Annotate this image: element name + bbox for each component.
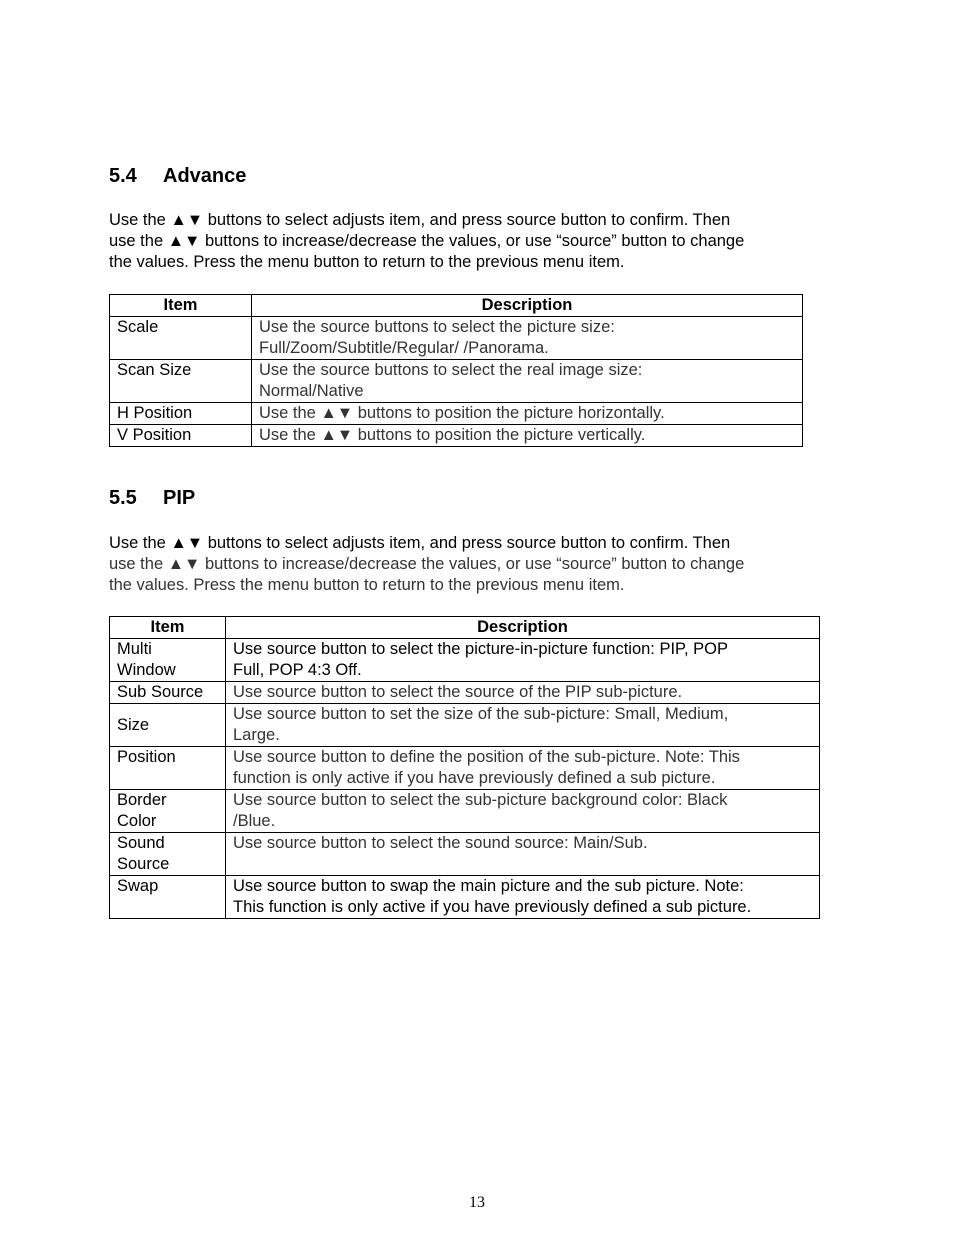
table-row [110,425,803,447]
row-description [226,876,820,919]
row-item-line: Color [117,812,157,830]
row-description [252,360,803,403]
row-item: Swap [110,876,226,919]
table-header-row [110,295,803,317]
row-description: Use source button to select the sound source: Main/Sub. [226,833,820,876]
row-description [226,747,820,790]
row-description-line: Use source button to define the position of the sub-picture. Note: This [233,748,740,766]
row-item-line: Window [117,661,176,679]
row-item-line: Source [117,855,170,873]
section-heading-pip [109,487,195,510]
row-item-line: Sound [117,834,165,852]
page-number: 13 [469,1194,485,1211]
section-number: 5.4 [109,165,137,187]
row-item: Size [110,704,226,747]
table-row [110,790,820,833]
row-description-line: Use source button to select the picture-in-picture function: PIP, POP [233,640,728,658]
row-item: H Position [110,403,252,425]
table-row [110,639,820,682]
table-row [110,360,803,403]
row-item: Scan Size [110,360,252,403]
row-item: Scale [110,317,252,360]
advance-intro [109,210,829,273]
table-row [110,317,803,360]
row-description: Use source button to select the source of the PIP sub-picture. [226,682,820,704]
row-description-line: This function is only active if you have previously defined a sub picture. [233,898,752,916]
row-description-line: Large. [233,726,280,744]
row-description: Use the ▲▼ buttons to position the picture horizontally. [252,403,803,425]
row-item [110,833,226,876]
pip-intro [109,533,829,596]
advance-table [109,294,803,447]
advance-intro-line1: Use the ▲▼ buttons to select adjusts item, and press source button to confirm. Then [109,211,731,229]
table-row [110,403,803,425]
column-header-description: Description [226,617,820,639]
pip-intro-line3: the values. Press the menu button to return to the previous menu item. [109,576,625,594]
section-title: Advance [163,165,247,187]
row-item: V Position [110,425,252,447]
pip-intro-line1: Use the ▲▼ buttons to select adjusts item, and press source button to confirm. Then [109,534,731,552]
pip-intro-line2: use the ▲▼ buttons to increase/decrease the values, or use “source” button to change [109,555,745,573]
row-description-line: Use source button to select the sub-picture background color: Black [233,791,728,809]
row-description-line: Normal/Native [259,382,364,400]
row-description-line: /Blue. [233,812,276,830]
row-description-line: Use the source buttons to select the picture size: [259,318,615,336]
table-row [110,704,820,747]
row-description [252,317,803,360]
column-header-item: Item [110,617,226,639]
column-header-description: Description [252,295,803,317]
row-description [226,790,820,833]
table-row [110,682,820,704]
row-description-line: Full, POP 4:3 Off. [233,661,362,679]
row-item-line: Multi [117,640,152,658]
table-row [110,747,820,790]
advance-intro-line2: use the ▲▼ buttons to increase/decrease the values, or use “source” button to change [109,232,745,250]
table-row [110,833,820,876]
column-header-item: Item [110,295,252,317]
section-heading-advance [109,165,246,188]
pip-table [109,616,820,919]
row-item: Position [110,747,226,790]
row-description-line: Use source button to set the size of the sub-picture: Small, Medium, [233,705,729,723]
advance-intro-line3: the values. Press the menu button to return to the previous menu item. [109,253,625,271]
row-description-line: Use source button to swap the main picture and the sub picture. Note: [233,877,744,895]
table-header-row [110,617,820,639]
row-description: Use the ▲▼ buttons to position the picture vertically. [252,425,803,447]
section-title: PIP [163,487,196,509]
section-number: 5.5 [109,487,137,509]
table-row [110,876,820,919]
row-description-line: function is only active if you have previously defined a sub picture. [233,769,716,787]
row-description [226,704,820,747]
row-item [110,790,226,833]
row-description [226,639,820,682]
row-item-line: Border [117,791,167,809]
row-description-line: Full/Zoom/Subtitle/Regular/ /Panorama. [259,339,549,357]
row-item [110,639,226,682]
row-description-line: Use the source buttons to select the real image size: [259,361,643,379]
row-item: Sub Source [110,682,226,704]
